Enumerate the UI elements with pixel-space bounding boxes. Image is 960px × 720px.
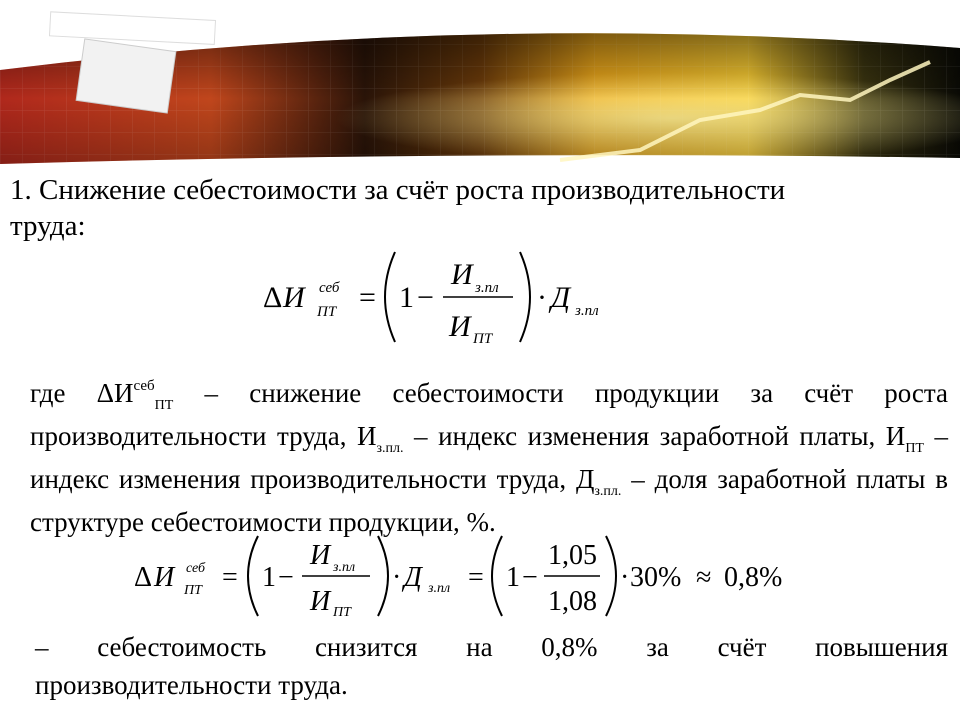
formula2-one: 1	[262, 562, 276, 593]
formula1-var: И	[283, 281, 305, 314]
heading-line-1: 1. Снижение себестоимости за счёт роста производительности	[10, 174, 786, 206]
formula1-num-sub: з.пл	[475, 280, 499, 296]
formula1-right-paren	[520, 252, 530, 342]
explanation-sub-1: ПТ	[154, 398, 174, 413]
formula2-sub: ПТ	[184, 583, 202, 598]
formula2-eq2: =	[468, 562, 484, 593]
formula2-num-val: 1,05	[548, 540, 597, 571]
formula2-num-var: И	[310, 540, 331, 571]
formula2-mult-sub: з.пл	[428, 581, 451, 596]
formula2-minus: −	[278, 562, 294, 593]
formula2-den-val: 1,08	[548, 586, 597, 617]
conclusion-text	[35, 628, 948, 704]
formula1-num-var: И	[451, 258, 473, 291]
formula2-num-sub: з.пл	[333, 560, 356, 575]
formula1-mult-var: Д	[551, 281, 571, 314]
formula1-eq: =	[359, 281, 376, 314]
formula2-left-paren-1	[248, 536, 258, 616]
formula2-dot: ·	[392, 562, 402, 593]
explanation-part-4: – индекс изменения производительности труда, Д	[30, 421, 948, 494]
formula1-mult-sub: з.пл	[575, 303, 599, 319]
explanation-part-1: где ΔИ	[30, 378, 134, 408]
formula-general	[255, 240, 635, 350]
formula2-one2: 1	[506, 562, 520, 593]
formula-explanation	[30, 372, 948, 544]
formula2-sup: себ	[186, 561, 206, 576]
formula2-den-var: И	[310, 586, 331, 617]
explanation-sub-2: з.пл.	[376, 441, 404, 456]
formula2-right-paren-2	[606, 536, 616, 616]
explanation-part-5: – доля заработной платы в структуре себестоимости продукции, %.	[30, 464, 948, 537]
conclusion-line-1: – себестоимость снизится на 0,8% за счёт повышения	[35, 632, 948, 662]
formula1-dot: ·	[537, 281, 547, 314]
conclusion-line-2: производительности труда.	[35, 670, 348, 700]
explanation-sup-1: себ	[133, 378, 155, 394]
formula2-left-paren-2	[492, 536, 502, 616]
formula2-dot2: ·	[620, 562, 630, 593]
formula1-minus: −	[417, 281, 434, 314]
formula2-minus2: −	[522, 562, 538, 593]
formula1-left-paren	[385, 252, 395, 342]
formula1-sub: ПТ	[317, 304, 337, 320]
formula2-eq: =	[222, 562, 238, 593]
formula1-one: 1	[399, 281, 414, 314]
explanation-sub-3: ПТ	[905, 441, 924, 456]
formula2-den-sub: ПТ	[333, 605, 351, 620]
section-heading	[10, 172, 950, 244]
formula-calculation	[130, 530, 830, 622]
formula2-pct: 30%	[630, 562, 682, 593]
formula1-delta: Δ	[263, 281, 283, 314]
formula2-result: 0,8%	[724, 562, 783, 593]
explanation-part-2: – снижение себестоимости продукции за счёт роста производительности труда, И	[30, 378, 949, 451]
formula1-den-var: И	[449, 310, 471, 343]
explanation-part-3: – индекс изменения заработной платы, И	[403, 421, 906, 451]
formula2-mult-var: Д	[404, 562, 422, 593]
formula2-approx: ≈	[696, 562, 712, 593]
heading-line-2: труда:	[10, 210, 86, 242]
formula2-delta: Δ	[134, 562, 153, 593]
formula1-den-sub: ПТ	[473, 331, 493, 347]
formula2-right-paren-1	[378, 536, 388, 616]
formula2-var: И	[154, 562, 175, 593]
explanation-sub-4: з.пл.	[594, 484, 622, 499]
header-banner-image	[0, 0, 960, 168]
formula1-sup: себ	[319, 280, 340, 296]
